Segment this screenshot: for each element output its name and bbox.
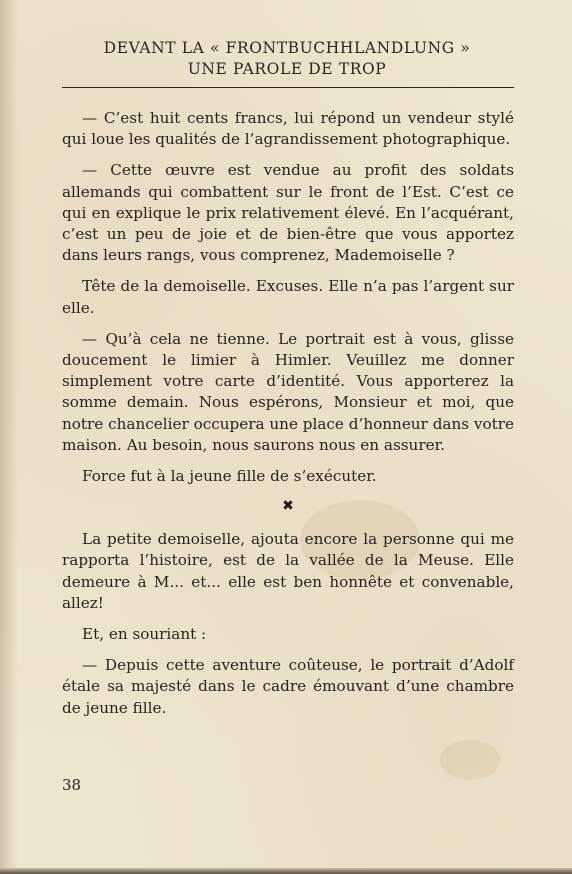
paragraph: — C’est huit cents francs, lui répond un vendeur stylé qui loue les qualités de l’agrandissement photographique. — [62, 109, 514, 149]
page-number: 38 — [62, 776, 82, 794]
header-title-line-1: DEVANT LA « FRONTBUCHHLANDLUNG » — [103, 39, 471, 57]
page-bottom-edge — [0, 868, 572, 874]
paragraph: La petite demoiselle, ajouta encore la personne qui me rapporta l’histoire, est de la vallée de la Meuse. Elle demeure à M... et... elle est ben honnête et convenable, allez! — [62, 530, 514, 612]
paragraph: Tête de la demoiselle. Excuses. Elle n’a pas l’argent sur elle. — [62, 277, 514, 317]
paragraph: Et, en souriant : — [82, 625, 207, 644]
paragraph: — Qu’à cela ne tienne. Le portrait est à vous, glisse doucement le limier à Himler. Veuillez me donner simplement votre carte d’identité. Vous apporterez la somme demain. Nous espérons, Monsieur et moi, que notre chancelier occupera une place d’honneur dans votre maison. Au besoin, nous saurons nous en assurer. — [62, 329, 514, 454]
section-ornament-icon: ✖ — [282, 498, 294, 515]
running-header — [60, 38, 514, 80]
paragraph: Force fut à la jeune fille de s’exécuter. — [82, 467, 377, 486]
body-text — [62, 108, 514, 729]
paragraph: — Depuis cette aventure coûteuse, le portrait d’Adolf étale sa majesté dans le cadre émouvant d’une chambre de jeune fille. — [62, 656, 514, 717]
paper-stain — [440, 740, 500, 780]
paragraph: — Cette œuvre est vendue au profit des soldats allemands qui combattent sur le front de l’Est. C’est ce qui en explique le prix relativement élevé. En l’acquérant, c’est un peu de joie et de bien-être que vous apportez dans leurs rangs, vous comprenez, Mademoiselle ? — [62, 161, 514, 265]
header-rule — [62, 87, 514, 88]
header-title-line-2: UNE PAROLE DE TROP — [187, 60, 387, 78]
